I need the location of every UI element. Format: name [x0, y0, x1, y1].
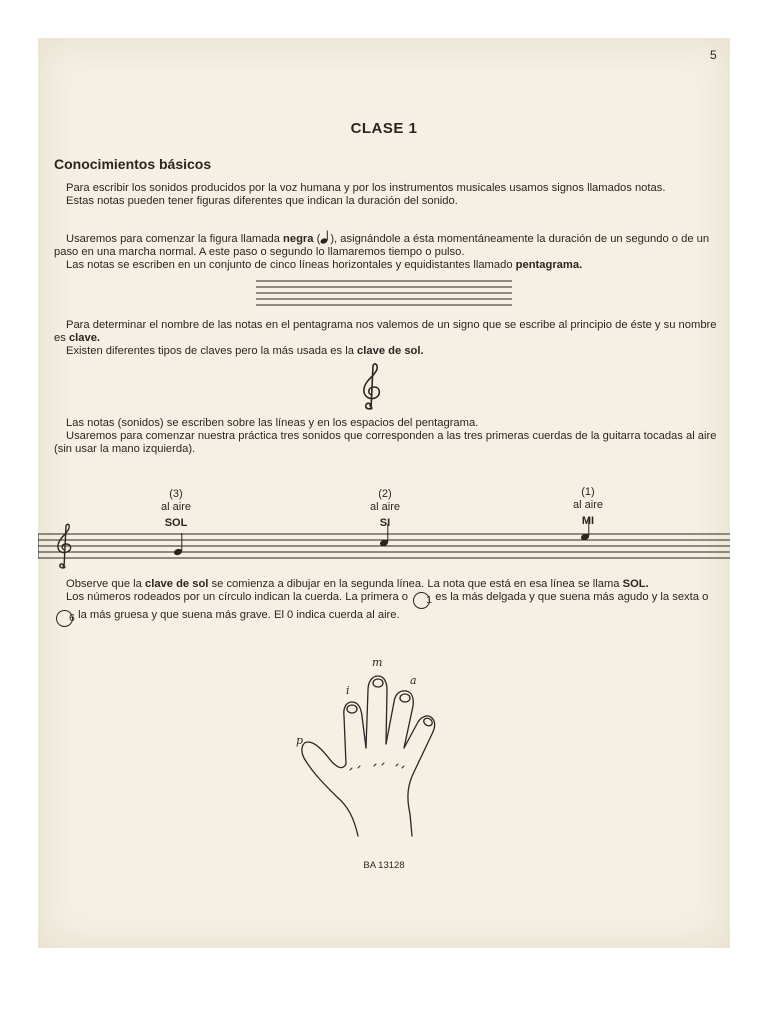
text-circulos-c: la más gruesa y que suena más grave. El 0 indica cuerda al aire.: [78, 609, 400, 621]
term-negra: negra: [283, 233, 314, 245]
open-string-label: al aire: [370, 501, 400, 513]
string-number: (1): [581, 486, 595, 498]
page-title: CLASE 1: [350, 120, 418, 137]
treble-clef-icon: [356, 362, 386, 412]
section-heading: Conocimientos básicos: [54, 156, 212, 172]
text-negra: Usaremos para comenzar la figura llamada negra ( ), asignándole a ésta momentáneamente la duración de un segundo o de un paso en una marcha normal. A este paso o segundo lo llamaremos tiempo o pulso.: [54, 230, 718, 259]
string-number: (2): [378, 488, 392, 500]
paragraph-observe: [54, 578, 718, 627]
term-clave-sol: clave de sol.: [357, 345, 424, 357]
text-observe-b: se comienza a dibujar en la segunda línea. La nota que está en esa línea se llama: [211, 578, 620, 590]
finger-a-label: a: [410, 674, 417, 687]
page-number: 5: [710, 48, 717, 62]
sample-staff: [256, 278, 512, 308]
right-hand-illustration-icon: [288, 638, 488, 838]
text-circulos-b: es la más delgada y que suena más agudo y la sexta o: [435, 591, 709, 603]
finger-m-label: m: [372, 656, 383, 669]
circled-one-icon: 1: [413, 592, 430, 609]
term-pentagrama: pentagrama.: [515, 259, 583, 271]
note-name: SI: [379, 517, 391, 529]
note-mi: [580, 519, 590, 541]
string-number: (3): [169, 488, 183, 500]
note-si: [379, 524, 389, 547]
term-sol: SOL.: [622, 578, 649, 590]
finger-p-label: p: [296, 734, 304, 747]
quarter-note-icon: [320, 230, 330, 244]
catalog-code: BA 13128: [363, 860, 405, 871]
paragraph-notes: [54, 182, 718, 208]
text-observe-a: Observe que la: [66, 578, 142, 590]
music-staff: [38, 514, 730, 570]
text-clave-a: Para determinar el nombre de las notas en el pentagrama nos valemos de un signo que se escribe al principio de éste y su nombre es: [54, 319, 717, 344]
text-notes-intro: Para escribir los sonidos producidos por la voz humana y por los instrumentos musicales usamos signos llamados notas.: [66, 182, 666, 194]
paragraph-clave: [54, 319, 718, 358]
text-figures: Estas notas pueden tener figuras diferentes que indican la duración del sonido.: [66, 195, 458, 207]
text-clave: [54, 319, 718, 345]
finger-i-label: i: [346, 684, 350, 697]
page: [38, 38, 730, 948]
circled-six-icon: 6: [56, 610, 73, 627]
paragraph-sonidos: [54, 417, 718, 456]
term-clave: clave.: [68, 332, 101, 344]
text-pentagrama-a: Las notas se escriben en un conjunto de cinco líneas horizontales y equidistantes llamado: [66, 259, 513, 271]
open-string-label: al aire: [573, 499, 603, 511]
note-name: MI: [581, 515, 595, 527]
text-clave-sol: [54, 345, 718, 358]
text-circulos: [54, 591, 718, 627]
text-cuerdas: Usaremos para comenzar nuestra práctica tres sonidos que corresponden a las tres primeras cuerdas de la guitarra tocadas al aire (sin usar la mano izquierda).: [54, 430, 717, 455]
note-name: SOL: [164, 517, 188, 529]
note-sol: [173, 533, 183, 556]
text-negra-a: Usaremos para comenzar la figura llamada: [66, 233, 280, 245]
paragraph-negra: [54, 230, 718, 272]
text-circulos-a: Los números rodeados por un círculo indican la cuerda. La primera o: [66, 591, 409, 603]
text-lineas: Las notas (sonidos) se escriben sobre las líneas y en los espacios del pentagrama.: [66, 417, 479, 429]
text-pentagrama: [54, 259, 718, 272]
text-clave-sol-a: Existen diferentes tipos de claves pero la más usada es la: [66, 345, 354, 357]
text-observe: [54, 578, 718, 591]
term-clave-de-sol: clave de sol: [144, 578, 209, 590]
text-negra-b: ), asignándole a ésta momentáneamente la duración de un segundo o de un paso en una marcha normal. A este paso o segundo lo llamaremos tiempo o pulso.: [54, 233, 710, 258]
open-string-label: al aire: [161, 501, 191, 513]
